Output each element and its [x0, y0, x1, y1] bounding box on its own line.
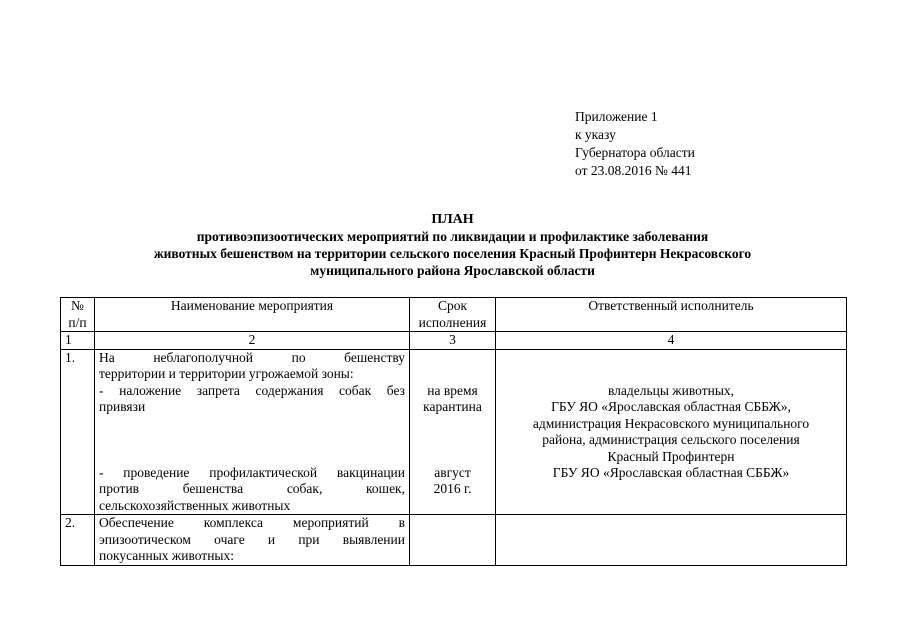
appendix-line: Губернатора области [575, 145, 695, 160]
appendix-line: к указу [575, 127, 616, 142]
row-term [410, 515, 496, 566]
appendix-block [575, 108, 695, 180]
header-term [410, 298, 496, 332]
row-num: 1. [61, 349, 95, 515]
text-line: 2016 г. [433, 481, 472, 496]
text-line: Обеспечение комплекса мероприятий в [99, 515, 405, 530]
header-num [61, 298, 95, 332]
spacer [500, 350, 842, 383]
title-heading: ПЛАН [431, 212, 474, 227]
text-line: сельскохозяйственных животных [99, 497, 291, 513]
spacer [414, 416, 491, 465]
text-line: покусанных животных: [99, 548, 234, 563]
table-row [61, 349, 847, 515]
text-line: август [434, 464, 471, 480]
text-line: На неблагополучной по бешенству [99, 349, 405, 365]
header-num-line: п/п [68, 314, 87, 330]
row-responsible [496, 515, 847, 566]
text-line: - проведение профилактической вакцинации [99, 464, 405, 480]
table-row [61, 515, 847, 566]
text-line: карантина [423, 399, 482, 414]
col-number: 2 [95, 332, 410, 350]
text-line: района, администрация сельского поселения [542, 432, 800, 447]
row-term [410, 349, 496, 515]
text-line: территории и территории угрожаемой зоны: [99, 366, 354, 381]
header-name: Наименование мероприятия [95, 298, 410, 332]
col-number: 1 [61, 332, 95, 350]
header-responsible: Ответственный исполнитель [496, 298, 847, 332]
text-line: Красный Профинтерн [607, 448, 735, 464]
document-title [60, 211, 845, 279]
header-term-line: Срок [437, 298, 468, 313]
row-num: 2. [61, 515, 95, 566]
appendix-line: от 23.08.2016 № 441 [575, 163, 692, 178]
row-name [95, 349, 410, 515]
spacer [414, 350, 491, 383]
text-line: ГБУ ЯО «Ярославская областная СББЖ», [551, 399, 791, 414]
text-line: против бешенства собак, кошек, [99, 481, 405, 496]
plan-table [60, 297, 847, 566]
header-num-line: № [71, 298, 84, 313]
row-name [95, 515, 410, 566]
title-line: муниципального района Ярославской области [310, 263, 595, 278]
row-responsible [496, 349, 847, 515]
text-line: - наложение запрета содержания собак без [99, 382, 405, 398]
text-line: привязи [99, 399, 146, 414]
table-header-row [61, 298, 847, 332]
text-line: эпизоотическом очаге и при выявлении [99, 531, 405, 547]
title-line: животных бешенством на территории сельского поселения Красный Профинтерн Некрасовского [153, 246, 752, 261]
text-line: администрация Некрасовского муниципального [532, 415, 810, 431]
title-line: противоэпизоотических мероприятий по ликвидации и профилактике заболевания [196, 229, 709, 244]
col-number: 4 [496, 332, 847, 350]
text-line: на время [427, 382, 478, 398]
text-line: владельцы животных, [607, 382, 735, 398]
spacer [99, 416, 405, 465]
appendix-line: Приложение 1 [575, 109, 658, 124]
header-term-line: исполнения [418, 314, 487, 330]
col-number: 3 [410, 332, 496, 350]
text-line: ГБУ ЯО «Ярославская областная СББЖ» [552, 465, 790, 480]
column-numbers-row [61, 332, 847, 350]
